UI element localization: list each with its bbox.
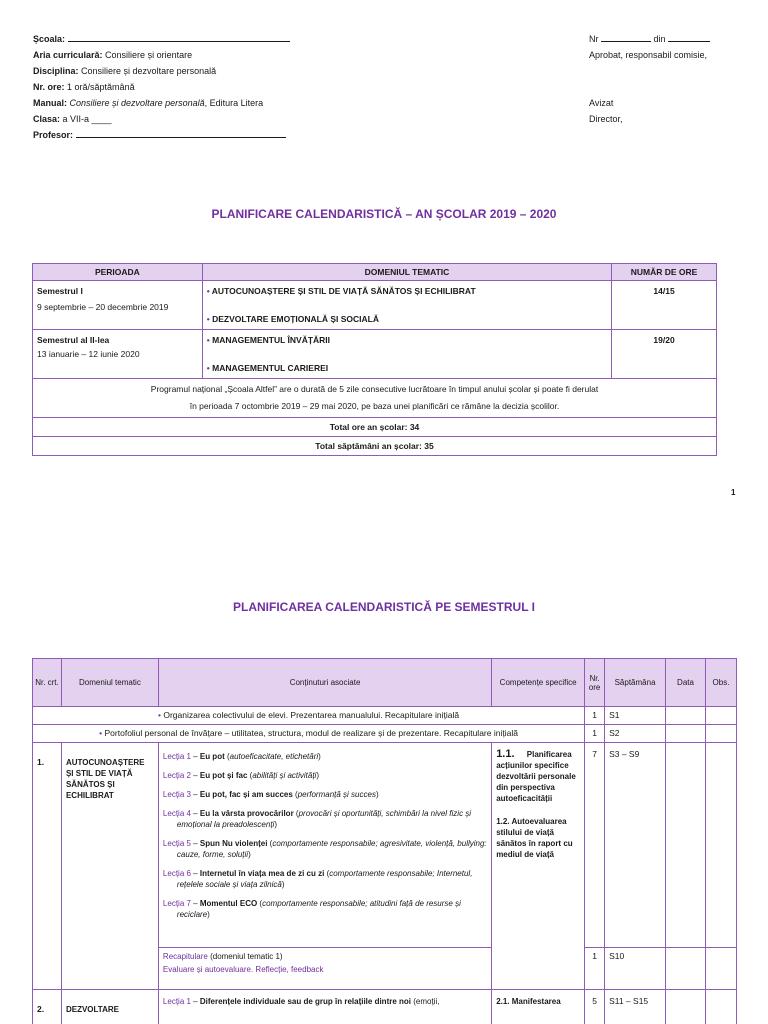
table-header-row xyxy=(33,659,737,707)
domain-name: DEZVOLTARE EMOȚIONALĂ ȘI SOCIALĂ xyxy=(212,314,379,324)
intro-text: Portofoliul personal de învățare – utilitatea, structura, modul de realizare și de prezentare. Recapitulare inițială xyxy=(104,728,518,738)
period-title: Semestrul I xyxy=(37,286,83,296)
column-header: Nr. ore xyxy=(585,659,605,707)
hours-value: 1 xyxy=(585,707,605,725)
unit-row xyxy=(33,990,737,1024)
competences-cell xyxy=(492,743,585,990)
lesson-item: Lecția 1 – Eu pot (autoeficacitate, etichetări) xyxy=(162,752,321,761)
unit-number: 1. xyxy=(33,743,62,990)
competence-item: 1.2. Autoevaluarea stilului de viață sănătos în raport cu mediul de viață xyxy=(496,817,573,859)
approved-label: Aprobat, responsabil comisie, xyxy=(589,50,708,60)
hours-row: Nr. ore: 1 oră/săptămână xyxy=(33,82,135,92)
column-header: Conținuturi asociate xyxy=(158,659,491,707)
date-field[interactable] xyxy=(668,33,710,42)
unit-domain: AUTOCUNOAȘTERE ȘI STIL DE VIAȚĂ SĂNĂTOS ȘI ECHILIBRAT xyxy=(61,743,158,990)
date-cell[interactable] xyxy=(666,725,706,743)
bullet-icon: • xyxy=(206,363,210,373)
teacher-field[interactable] xyxy=(76,129,286,138)
bullet-icon: • xyxy=(157,710,161,720)
lesson-item: Lecția 3 – Eu pot, fac și am succes (performanță și succes) xyxy=(162,790,379,799)
column-header: Data xyxy=(666,659,706,707)
school-field[interactable] xyxy=(68,33,290,42)
bullet-icon: • xyxy=(206,335,210,345)
column-header: Domeniul tematic xyxy=(61,659,158,707)
date-cell[interactable] xyxy=(666,948,706,990)
week-value: S3 – S9 xyxy=(605,743,666,948)
table-row xyxy=(33,281,717,330)
obs-cell[interactable] xyxy=(705,948,736,990)
period-dates: 9 septembrie – 20 decembrie 2019 xyxy=(37,302,169,312)
lesson-item: Lecția 6 – Internetul în viața mea de zi cu zi (comportamente responsabile; Internetul, rețelele sociale și viața zilnică) xyxy=(162,869,473,889)
obs-cell[interactable] xyxy=(705,990,736,1024)
table-header-row xyxy=(33,264,717,281)
nr-field[interactable] xyxy=(601,33,651,42)
unit-row xyxy=(33,743,737,948)
lesson-item: Lecția 4 – Eu la vârsta provocărilor (provocări și oportunități, schimbări la nivel fizic și emoțional la preadolescenți) xyxy=(162,809,472,829)
class-row: Clasa: a VII-a ____ xyxy=(33,114,112,124)
discipline-row: Disciplina: Consiliere și dezvoltare personală xyxy=(33,66,217,76)
hours-value: 14/15 xyxy=(612,281,717,330)
date-cell[interactable] xyxy=(666,707,706,725)
note-row xyxy=(33,379,717,418)
lessons-cell xyxy=(158,990,491,1024)
total-weeks: Total săptămâni an școlar: 35 xyxy=(33,437,717,456)
lesson-item: Lecția 5 – Spun Nu violenței (comportamente responsabile; agresivitate, violență, bullying: cauze, forme, soluții) xyxy=(162,839,487,859)
domain-name: MANAGEMENTUL CARIEREI xyxy=(212,363,329,373)
lesson-item: Lecția 2 – Eu pot și fac (abilități și activități) xyxy=(162,771,320,780)
semester-plan-table xyxy=(32,658,737,1024)
total-weeks-row xyxy=(33,437,717,456)
week-value: S11 – S15 xyxy=(605,990,666,1024)
total-hours: Total ore an școlar: 34 xyxy=(33,418,717,437)
annual-plan-table xyxy=(32,263,717,456)
unit-domain: DEZVOLTARE xyxy=(61,990,158,1024)
week-value: S10 xyxy=(605,948,666,990)
hours-value: 1 xyxy=(585,725,605,743)
total-hours-row xyxy=(33,418,717,437)
column-header: DOMENIUL TEMATIC xyxy=(202,264,611,281)
domain-name: MANAGEMENTUL ÎNVĂȚĂRII xyxy=(212,335,331,345)
header-right xyxy=(589,31,710,127)
column-header: PERIOADA xyxy=(33,264,203,281)
table-row xyxy=(33,725,737,743)
page-title: PLANIFICARE CALENDARISTICĂ – AN ȘCOLAR 2019 – 2020 xyxy=(211,207,557,221)
curricular-area-row: Aria curriculară: Consiliere și orientare xyxy=(33,50,193,60)
column-header: Obs. xyxy=(705,659,736,707)
lessons-cell xyxy=(158,743,491,948)
page-number: 1 xyxy=(731,488,736,497)
unit-number: 2. xyxy=(33,990,62,1024)
recap-detail: (domeniul tematic 1) xyxy=(210,952,283,961)
bullet-icon: • xyxy=(206,314,210,324)
hours-value: 19/20 xyxy=(612,330,717,379)
lesson-item: Lecția 1 – Diferențele individuale sau de grup în relațiile dintre noi (emoții, xyxy=(162,997,440,1006)
bullet-icon: • xyxy=(206,286,210,296)
column-header: Competențe specifice xyxy=(492,659,585,707)
teacher-row: Profesor: xyxy=(33,127,290,143)
endorsed-label: Avizat xyxy=(589,98,614,108)
manual-row: Manual: Consiliere și dezvoltare personală, Editura Litera xyxy=(33,98,264,108)
recap-label: Recapitulare xyxy=(162,952,208,961)
week-value: S2 xyxy=(605,725,666,743)
header-left xyxy=(33,31,290,143)
hours-value: 7 xyxy=(585,743,605,948)
semester-title: PLANIFICAREA CALENDARISTICĂ PE SEMESTRUL I xyxy=(232,600,535,614)
table-row xyxy=(33,330,717,379)
column-header: Săptămâna xyxy=(605,659,666,707)
date-cell[interactable] xyxy=(666,743,706,948)
period-dates: 13 ianuarie – 12 iunie 2020 xyxy=(37,349,140,359)
column-header: NUMĂR DE ORE xyxy=(612,264,717,281)
domain-name: AUTOCUNOAȘTERE ȘI STIL DE VIAȚĂ SĂNĂTOS ȘI ECHILIBRAT xyxy=(211,286,476,296)
intro-text: Organizarea colectivului de elevi. Prezentarea manualului. Recapitulare inițială xyxy=(163,710,460,720)
recap-cell xyxy=(158,948,491,990)
week-value: S1 xyxy=(605,707,666,725)
note-line: în perioada 7 octombrie 2019 – 29 mai 2020, pe baza unei planificări ce rămâne la decizia școlilor. xyxy=(189,401,560,411)
registration-row: Nr din xyxy=(589,31,710,47)
school-row: Școala: xyxy=(33,31,290,47)
note-line: Programul național „Școala Altfel” are o durată de 5 zile consecutive lucrătoare în timpul anului școlar și poate fi derulat xyxy=(150,384,599,394)
obs-cell[interactable] xyxy=(705,743,736,948)
competence-item: 1.1. Planificarea acțiunilor specifice dezvoltării personale din perspectiva autoeficacității xyxy=(496,748,576,803)
hours-value: 5 xyxy=(585,990,605,1024)
obs-cell[interactable] xyxy=(705,707,736,725)
column-header: Nr. crt. xyxy=(33,659,62,707)
date-cell[interactable] xyxy=(666,990,706,1024)
period-title: Semestrul al II-lea xyxy=(37,335,110,345)
table-row xyxy=(33,707,737,725)
competence-item: 2.1. Manifestarea xyxy=(492,990,585,1024)
director-label: Director, xyxy=(589,114,623,124)
obs-cell[interactable] xyxy=(705,725,736,743)
recap-evaluation: Evaluare și autoevaluare. Reflecție, feedback xyxy=(162,965,324,974)
lesson-item: Lecția 7 – Momentul ECO (comportamente responsabile; atitudini față de resurse și reciclare) xyxy=(162,899,461,919)
hours-value: 1 xyxy=(585,948,605,990)
bullet-icon: • xyxy=(99,728,103,738)
